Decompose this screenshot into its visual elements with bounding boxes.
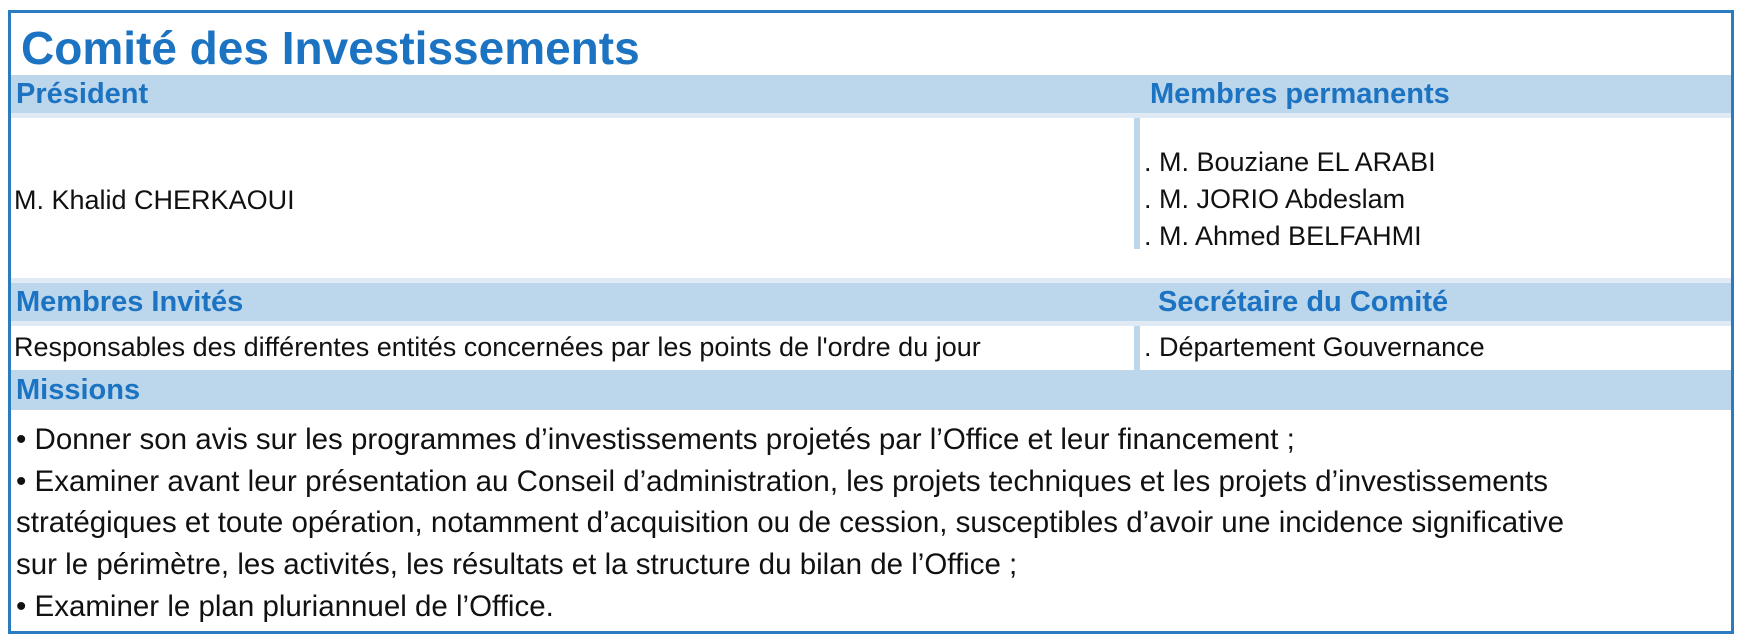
column-divider <box>1134 118 1140 249</box>
president-header: Président <box>16 78 149 110</box>
column-divider <box>1134 326 1140 370</box>
president-header-band <box>11 75 1731 113</box>
row-divider <box>11 113 1731 118</box>
list-item: • Examiner le plan pluriannuel de l’Office. <box>16 590 554 623</box>
secretary-text: . Département Gouvernance <box>1144 332 1485 362</box>
secretary-header: Secrétaire du Comité <box>1158 286 1449 318</box>
invited-header-band <box>11 283 1731 321</box>
missions-header-band <box>11 370 1731 410</box>
list-item: • Examiner avant leur présentation au Conseil d’administration, les projets techniques et les projets d’investissements <box>16 465 1548 498</box>
missions-header: Missions <box>16 374 141 406</box>
list-item: . M. Bouziane EL ARABI <box>1144 147 1436 177</box>
invited-members-header: Membres Invités <box>16 286 244 318</box>
page-title: Comité des Investissements <box>21 22 640 74</box>
list-item: stratégiques et toute opération, notamment d’acquisition ou de cession, susceptibles d’avoir une incidence significative <box>16 506 1565 539</box>
permanent-members-header: Membres permanents <box>1150 78 1450 110</box>
invited-members-text: Responsables des différentes entités concernées par les points de l'ordre du jour <box>14 332 981 362</box>
row-divider <box>11 278 1731 283</box>
list-item: sur le périmètre, les activités, les résultats et la structure du bilan de l’Office ; <box>16 548 1018 581</box>
president-name: M. Khalid CHERKAOUI <box>14 185 295 215</box>
list-item: . M. Ahmed BELFAHMI <box>1144 221 1422 251</box>
row-divider <box>11 321 1731 326</box>
list-item: • Donner son avis sur les programmes d’investissements projetés par l’Office et leur financement ; <box>16 423 1295 456</box>
list-item: . M. JORIO Abdeslam <box>1144 184 1406 214</box>
committee-panel <box>8 10 1734 634</box>
